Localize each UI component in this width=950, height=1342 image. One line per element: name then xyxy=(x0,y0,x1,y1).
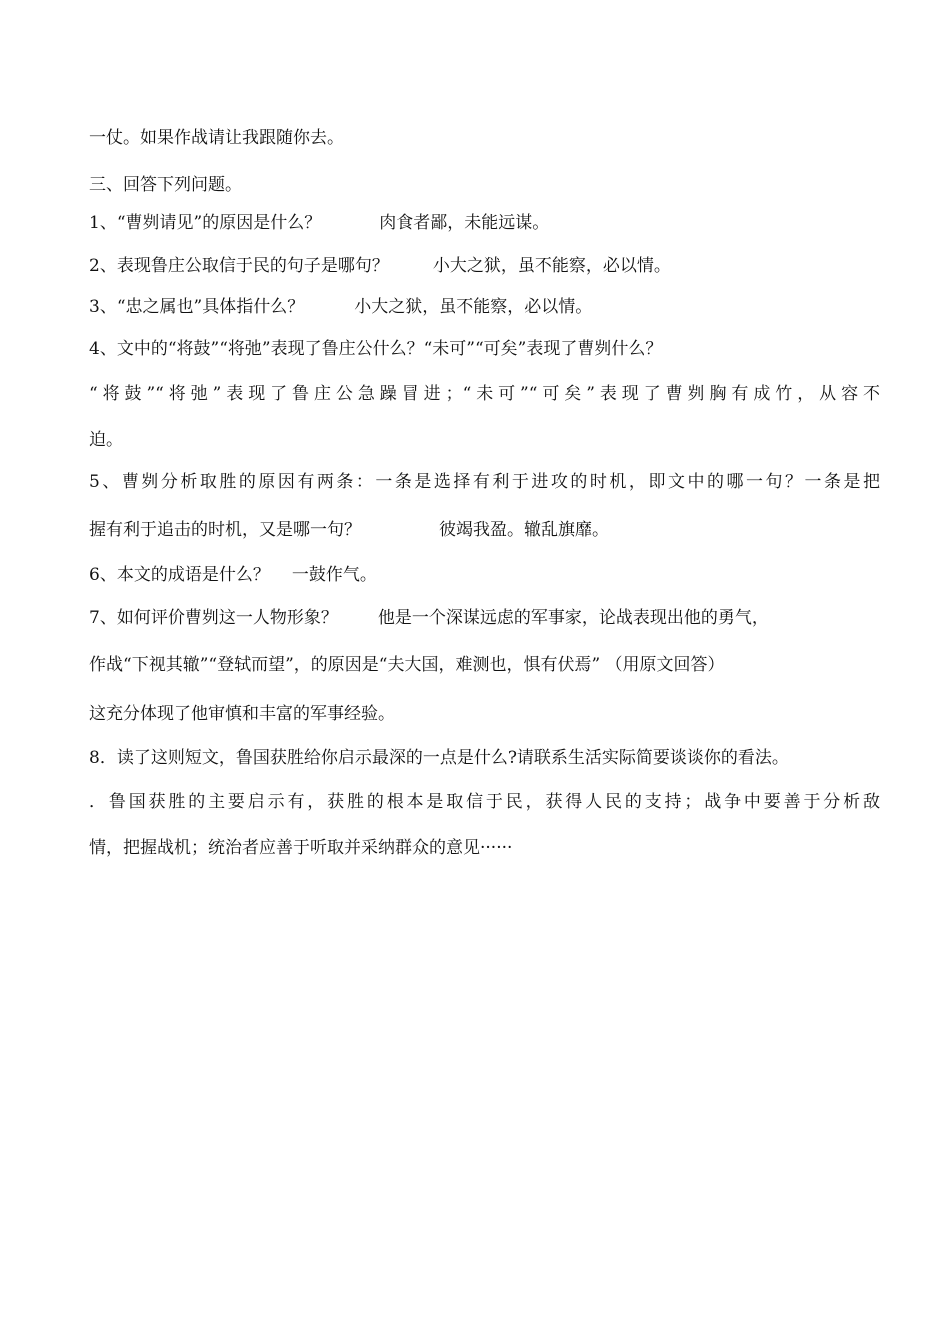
answer-4-line-1: “将鼓”“将弛”表现了鲁庄公急躁冒进；“未可”“可矣”表现了曹刿胸有成竹，从容不 xyxy=(89,384,880,404)
answer-3-text: 小大之狱，虽不能察，必以情。 xyxy=(354,297,593,317)
question-3-text: 3、“忠之属也”具体指什么？ xyxy=(89,297,305,317)
question-1-text: 1、“曹刿请见”的原因是什么？ xyxy=(89,213,322,233)
answer-7-text-1: 他是一个深谋远虑的军事家，论战表现出他的勇气， xyxy=(377,608,769,628)
question-2 xyxy=(89,254,880,278)
question-8-text: 8．读了这则短文，鲁国获胜给你启示最深的一点是什么?请联系生活实际简要谈谈你的看法。 xyxy=(89,748,789,768)
answer-7-line-3: 这充分体现了他审慎和丰富的军事经验。 xyxy=(89,704,395,724)
answer-4-line-2: 迫。 xyxy=(89,430,123,450)
answer-8-line-2: 情，把握战机；统治者应善于听取并采纳群众的意见······ xyxy=(89,838,513,858)
question-6-text: 6、本文的成语是什么？ xyxy=(89,565,270,585)
answer-8-line-1: ．鲁国获胜的主要启示有，获胜的根本是取信于民，获得人民的支持；战争中要善于分析敌 xyxy=(89,792,880,812)
question-6 xyxy=(89,563,880,587)
text-line-continuation: 一仗。如果作战请让我跟随你去。 xyxy=(89,128,344,148)
question-1 xyxy=(89,211,880,235)
answer-7-line-2: 作战“下视其辙”“登轼而望”，的原因是“夫大国，难测也，惧有伏焉” （用原文回答） xyxy=(89,655,725,675)
question-7 xyxy=(89,606,880,630)
question-3 xyxy=(89,295,880,319)
question-4-text: 4、文中的“将鼓”“将弛”表现了鲁庄公什么？“未可”“可矣”表现了曹刿什么？ xyxy=(89,339,663,359)
question-5-text: 握有利于追击的时机，又是哪一句？ xyxy=(89,520,361,540)
answer-1-text: 肉食者鄙，未能远谋。 xyxy=(379,213,550,233)
answer-6-text: 一鼓作气。 xyxy=(291,565,377,585)
answer-2-text: 小大之狱，虽不能察，必以情。 xyxy=(432,256,671,276)
question-5-line-1: 5、曹刿分析取胜的原因有两条：一条是选择有利于进攻的时机，即文中的哪一句？一条是把 xyxy=(89,472,880,492)
question-7-text: 7、如何评价曹刿这一人物形象？ xyxy=(89,608,338,628)
section-heading: 三、回答下列问题。 xyxy=(89,175,242,195)
answer-5-text: 彼竭我盈。辙乱旗靡。 xyxy=(439,520,609,540)
question-2-text: 2、表现鲁庄公取信于民的句子是哪句？ xyxy=(89,256,389,276)
question-5-line-2 xyxy=(89,518,880,542)
